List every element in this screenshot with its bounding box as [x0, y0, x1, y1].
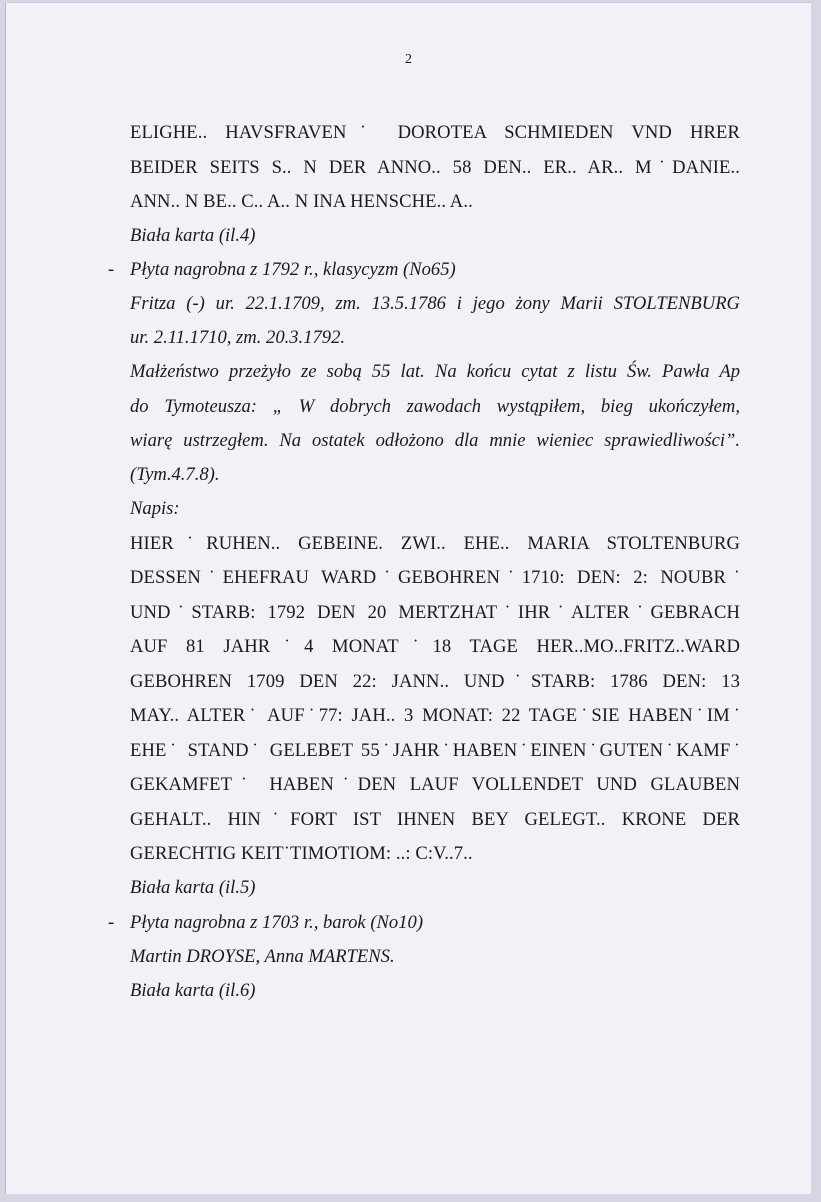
- list-dash: -: [108, 912, 115, 933]
- inscription-line: EHE˙ STAND˙ GELEBET 55˙JAHR˙HABEN˙EINEN˙GUTEN˙KAMF˙: [130, 740, 740, 761]
- description-line: ur. 2.11.1710, zm. 20.3.1792.: [130, 327, 346, 348]
- blank-card-note: Biała karta (il.5): [130, 877, 256, 898]
- description-line: wiarę ustrzegłem. Na ostatek odłożono dla mnie wieniec sprawiedliwości”.: [130, 430, 740, 451]
- inscription-line: MAY.. ALTER˙ AUF˙77: JAH.. 3 MONAT: 22 TAGE˙SIE HABEN˙IM˙: [130, 705, 740, 726]
- blank-card-note: Biała karta (il.4): [130, 225, 256, 246]
- description-line: Martin DROYSE, Anna MARTENS.: [130, 946, 395, 967]
- tombstone-heading: Płyta nagrobna z 1792 r., klasycyzm (No65): [130, 259, 456, 280]
- inscription-line: UND˙STARB: 1792 DEN 20 MERTZHAT˙IHR˙ALTER˙GEBRACH: [130, 602, 740, 623]
- description-line: do Tymoteusza: „ W dobrych zawodach wystąpiłem, bieg ukończyłem,: [130, 396, 740, 417]
- inscription-line: GEHALT.. HIN˙FORT IST IHNEN BEY GELEGT.. KRONE DER: [130, 809, 740, 830]
- inscription-line: ELIGHE.. HAVSFRAVEN˙ DOROTEA SCHMIEDEN VND HRER: [130, 122, 740, 143]
- inscription-line: GEKAMFET˙ HABEN˙DEN LAUF VOLLENDET UND GLAUBEN: [130, 774, 740, 795]
- inscription-line: GEBOHREN 1709 DEN 22: JANN.. UND˙STARB: 1786 DEN: 13: [130, 671, 740, 692]
- inscription-line: ANN.. N BE.. C.. A.. N INA HENSCHE.. A..: [130, 191, 473, 212]
- description-line: Małżeństwo przeżyło ze sobą 55 lat. Na końcu cytat z listu Św. Pawła Ap: [130, 361, 740, 382]
- page-number: 2: [405, 52, 412, 67]
- inscription-line: AUF 81 JAHR˙4 MONAT˙18 TAGE HER..MO..FRITZ..WARD: [130, 636, 740, 657]
- document-page: [6, 3, 811, 1194]
- inscription-line: BEIDER SEITS S.. N DER ANNO.. 58 DEN.. ER.. AR.. M˙DANIE..: [130, 157, 740, 178]
- inscription-line: GERECHTIG KEIT˙TIMOTIOM: ..: C:V..7..: [130, 843, 473, 864]
- list-dash: -: [108, 259, 115, 280]
- inscription-label: Napis:: [130, 498, 180, 519]
- tombstone-heading: Płyta nagrobna z 1703 r., barok (No10): [130, 912, 424, 933]
- inscription-line: HIER˙RUHEN.. GEBEINE. ZWI.. EHE.. MARIA STOLTENBURG: [130, 533, 740, 554]
- blank-card-note: Biała karta (il.6): [130, 980, 256, 1001]
- inscription-line: DESSEN˙EHEFRAU WARD˙GEBOHREN˙1710: DEN: 2: NOUBR˙: [130, 567, 740, 588]
- description-line: (Tym.4.7.8).: [130, 464, 220, 485]
- description-line: Fritza (-) ur. 22.1.1709, zm. 13.5.1786 i jego żony Marii STOLTENBURG: [130, 293, 740, 314]
